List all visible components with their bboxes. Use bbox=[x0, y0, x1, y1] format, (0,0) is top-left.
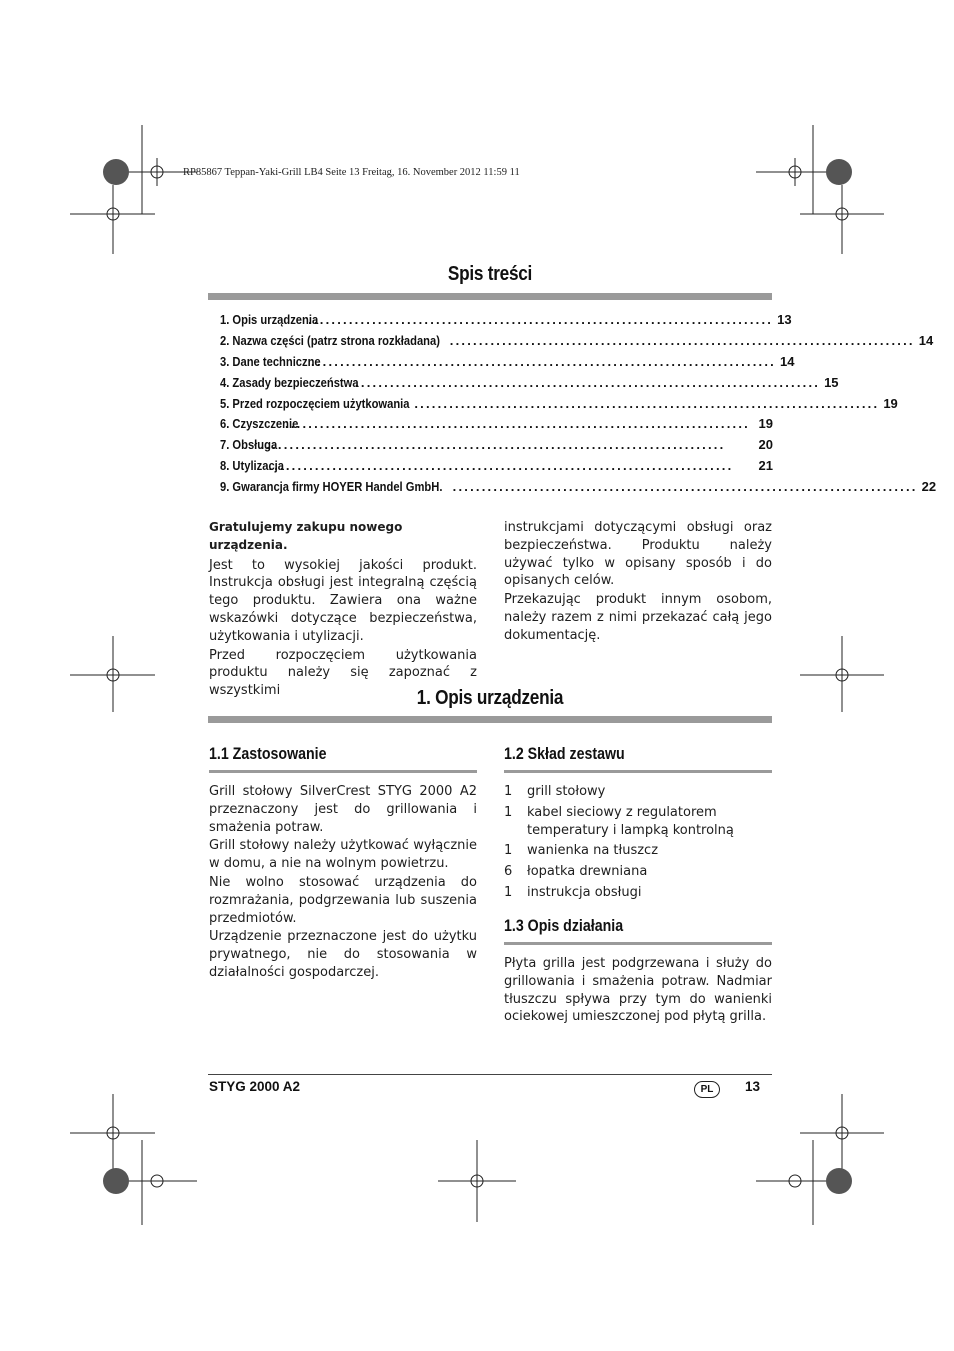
list-item-qty: 1 bbox=[504, 884, 513, 900]
toc-title: Spis treści bbox=[447, 263, 533, 285]
toc-leader: ................................................................................ bbox=[268, 458, 734, 474]
toc-entry-page: 22 bbox=[921, 479, 937, 495]
list-item-text: kabel sieciowy z regulatorem temperatury i lampką kontrolną bbox=[527, 804, 734, 838]
toc-leader: ................................................................................ bbox=[414, 395, 880, 411]
body-paragraph: Nie wolno stosować urządzenia do rozmrażania, podgrzewania lub suszenia przedmiotów. bbox=[209, 874, 477, 926]
body-paragraph: Grill stołowy należy użytkować wyłącznie w domu, a nie na wolnym powietrzu. bbox=[209, 838, 477, 872]
list-item bbox=[504, 863, 772, 881]
intro-left-column bbox=[209, 519, 477, 700]
toc-entry-page: 19 bbox=[758, 416, 773, 432]
subsection-title: 1.1 Zastosowanie bbox=[209, 745, 327, 763]
toc-leader: ................................................................................ bbox=[308, 312, 774, 327]
toc-entry-page: 15 bbox=[824, 374, 839, 390]
toc-leader: ................................................................................ bbox=[260, 437, 726, 453]
list-item bbox=[504, 884, 772, 902]
toc-entry-page: 14 bbox=[780, 353, 795, 369]
toc-entry-page: 13 bbox=[777, 312, 792, 327]
toc-entry-label: 7. Obsługa bbox=[220, 437, 278, 453]
body-paragraph: Urządzenie przeznaczone jest do użytku prywatnego, nie do stosowania w działalności gospodarczej. bbox=[209, 929, 477, 980]
table-of-contents bbox=[220, 312, 937, 500]
list-item bbox=[504, 804, 772, 840]
intro-right-column bbox=[504, 519, 772, 645]
list-item-text: instrukcja obsługi bbox=[527, 884, 642, 900]
list-item-qty: 1 bbox=[504, 843, 513, 859]
list-item-qty: 1 bbox=[504, 804, 513, 820]
toc-entry-label: 9. Gwarancja firmy HOYER Handel GmbH. bbox=[220, 479, 443, 495]
footer-rule bbox=[208, 1074, 772, 1075]
subsection-body bbox=[209, 783, 477, 982]
toc-entry-page: 20 bbox=[758, 437, 773, 453]
toc-entry-label: 3. Dane techniczne bbox=[220, 353, 321, 369]
subsection-rule bbox=[504, 770, 772, 773]
toc-leader: ................................................................................ bbox=[311, 353, 776, 369]
toc-entry[interactable] bbox=[220, 312, 792, 333]
toc-entry[interactable] bbox=[220, 437, 773, 458]
subsection-rule bbox=[209, 770, 477, 773]
subsection-title: 1.2 Skład zestawu bbox=[504, 745, 625, 763]
toc-leader: ................................................................................ bbox=[355, 374, 821, 390]
intro-lead: Gratulujemy zakupu nowego urządzenia. bbox=[209, 520, 403, 552]
intro-paragraph: Przed rozpoczęciem użytkowania produktu należy się zapoznać z wszystkimi bbox=[209, 647, 477, 699]
intro-paragraph: instrukcjami dotyczącymi obsługi oraz bezpieczeństwa. Produktu należy używać tylko w opisany sposób i do opisanych celów. bbox=[504, 520, 772, 589]
section-title: 1. Opis urządzenia bbox=[416, 687, 564, 709]
toc-entry-page: 21 bbox=[758, 458, 773, 474]
subsection-rule bbox=[504, 942, 772, 945]
toc-entry[interactable] bbox=[220, 416, 773, 437]
contents-list bbox=[504, 783, 772, 905]
list-item-text: grill stołowy bbox=[527, 784, 606, 799]
list-item-text: łopatka drewniana bbox=[527, 864, 648, 880]
subsection-body bbox=[504, 955, 772, 1026]
toc-entry[interactable] bbox=[220, 395, 898, 417]
list-item bbox=[504, 842, 772, 860]
toc-leader: ................................................................................ bbox=[285, 416, 750, 432]
list-item bbox=[504, 783, 772, 801]
toc-entry-label: 8. Utylizacja bbox=[220, 458, 285, 474]
body-paragraph: Grill stołowy SilverCrest STYG 2000 A2 przeznaczony jest do grillowania i smażenia potraw. bbox=[209, 784, 477, 835]
footer-model: STYG 2000 A2 bbox=[209, 1079, 301, 1094]
intro-paragraph: Przekazując produkt innym osobom, należy razem z nimi przekazać całą jego dokumentację. bbox=[504, 592, 772, 643]
toc-entry-page: 14 bbox=[918, 332, 934, 348]
toc-leader: ................................................................................ bbox=[452, 479, 918, 495]
list-item-text: wanienka na tłuszcz bbox=[527, 843, 659, 859]
body-paragraph: Płyta grilla jest podgrzewana i służy do grillowania i smażenia potraw. Nadmiar tłuszczu spływa przy tym do wanienki ociekowej umieszczonej pod płytą grilla. bbox=[504, 956, 772, 1025]
toc-entry[interactable] bbox=[220, 479, 937, 500]
toc-entry[interactable] bbox=[220, 374, 839, 396]
toc-entry-label: 5. Przed rozpoczęciem użytkowania bbox=[220, 395, 410, 411]
list-item-qty: 6 bbox=[504, 864, 513, 880]
toc-entry-page: 19 bbox=[883, 395, 898, 411]
list-item-qty: 1 bbox=[504, 784, 513, 799]
toc-entry[interactable] bbox=[220, 458, 773, 479]
print-header: RP85867 Teppan-Yaki-Grill LB4 Seite 13 Freitag, 16. November 2012 11:59 11 bbox=[183, 167, 520, 178]
toc-entry-label: 6. Czyszczenie bbox=[220, 416, 299, 432]
toc-rule bbox=[208, 293, 772, 300]
toc-entry-label: 2. Nazwa części (patrz strona rozkładana) bbox=[220, 332, 440, 348]
toc-entry[interactable] bbox=[220, 332, 934, 354]
toc-leader: ................................................................................ bbox=[449, 332, 915, 348]
intro-paragraph: Jest to wysokiej jakości produkt. Instrukcja obsługi jest integralną częścią tego produktu. Zawiera ona ważne wskazówki dotyczące bezpieczeństwa, użytkowania i utylizacji. bbox=[209, 557, 477, 644]
section-rule bbox=[208, 716, 772, 723]
toc-entry[interactable] bbox=[220, 353, 795, 375]
language-badge: PL bbox=[694, 1081, 720, 1098]
page-number: 13 bbox=[745, 1079, 761, 1094]
subsection-title: 1.3 Opis działania bbox=[504, 917, 624, 935]
toc-entry-label: 4. Zasady bezpieczeństwa bbox=[220, 374, 359, 390]
toc-entry-label: 1. Opis urządzenia bbox=[220, 312, 319, 327]
